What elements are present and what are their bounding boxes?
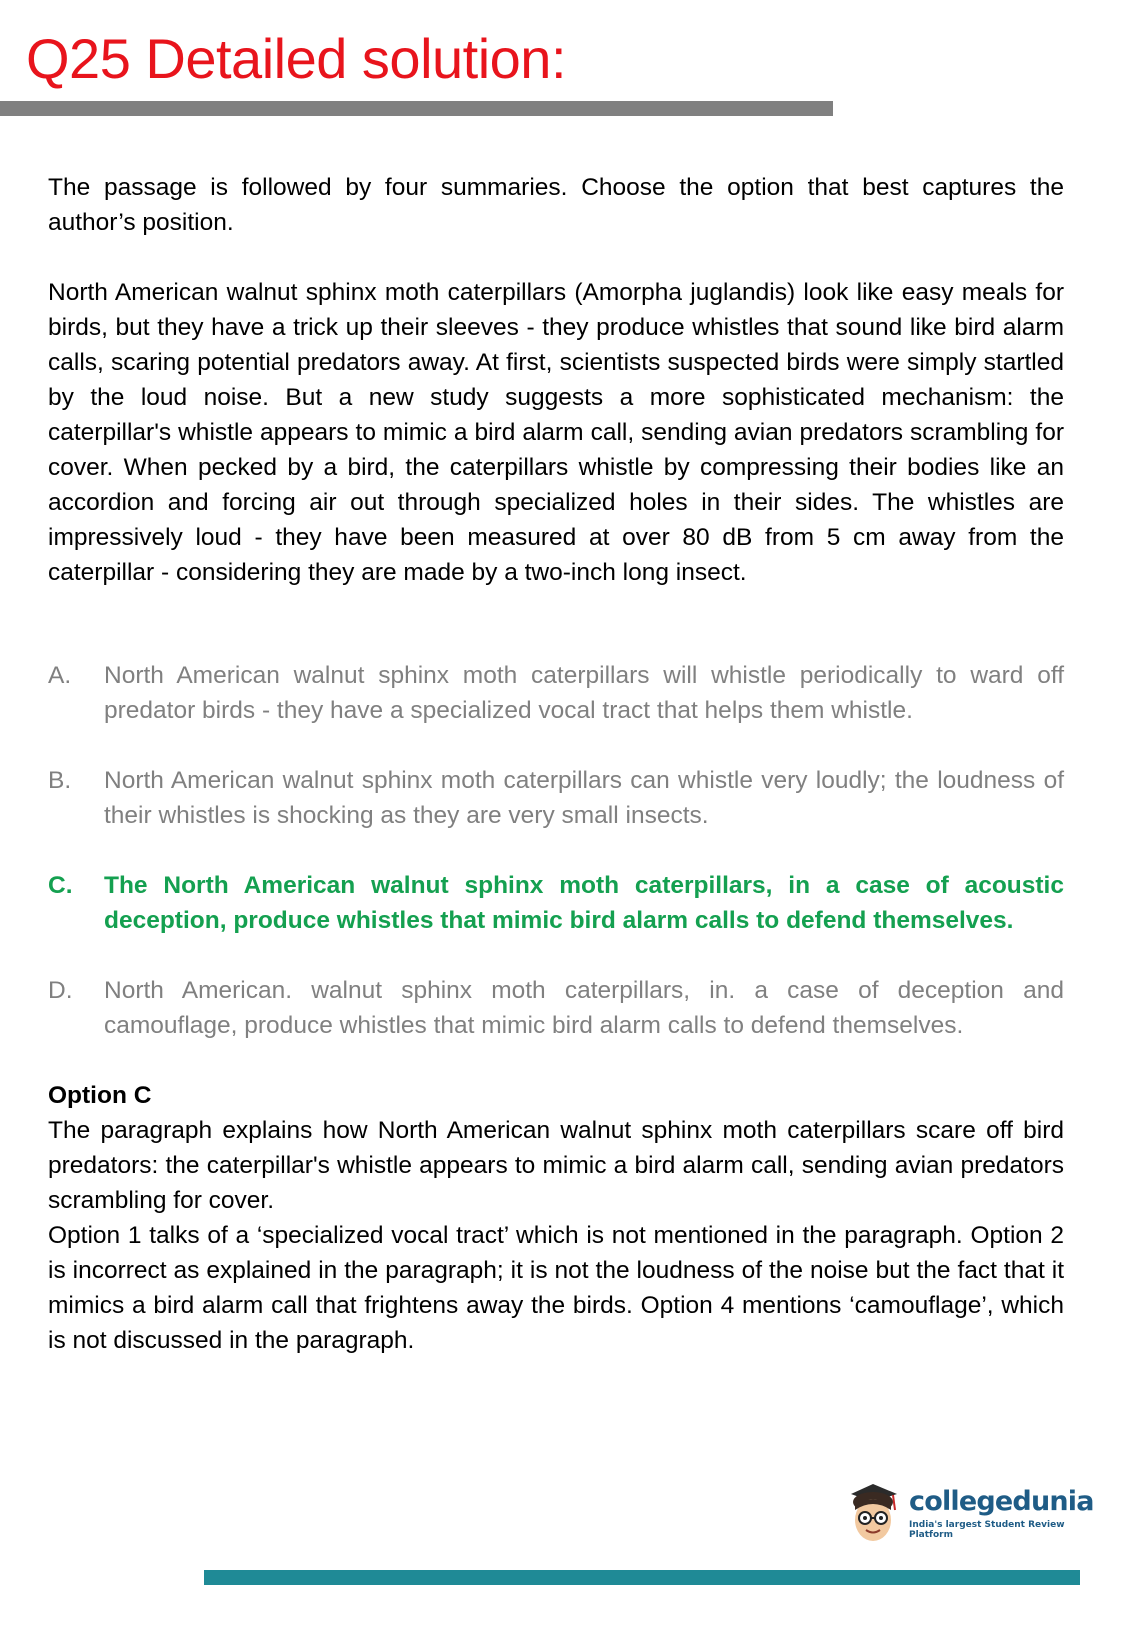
logo-name: collegedunia <box>909 1485 1094 1517</box>
page-title: Q25 Detailed solution: <box>26 27 567 90</box>
explanation-paragraph-1: The paragraph explains how North American walnut sphinx moth caterpillars scare off bird predators: the caterpillar's whistle appears to mimic a bird alarm call, sending avian predators scrambling for cover. <box>48 1117 1064 1214</box>
footer-bar <box>204 1570 1080 1585</box>
option-letter: D. <box>48 977 73 1004</box>
option-text: North American walnut sphinx moth caterpillars can whistle very loudly; the loudness of their whistles is shocking as they are very small insects. <box>104 767 1064 829</box>
option-text: North American walnut sphinx moth caterpillars will whistle periodically to ward off predator birds - they have a specialized vocal tract that helps them whistle. <box>104 662 1064 724</box>
option-b <box>48 763 1064 833</box>
option-text: The North American walnut sphinx moth caterpillars, in a case of acoustic deception, produce whistles that mimic bird alarm calls to defend themselves. <box>104 872 1064 934</box>
option-text: North American. walnut sphinx moth caterpillars, in. a case of deception and camouflage, produce whistles that mimic bird alarm calls to defend themselves. <box>104 977 1064 1039</box>
answer-label: Option C <box>48 1082 152 1109</box>
title-underline-bar <box>0 101 833 116</box>
question-intro: The passage is followed by four summaries. Choose the option that best captures the author’s position. <box>48 174 1064 236</box>
passage-text: North American walnut sphinx moth caterpillars (Amorpha juglandis) look like easy meals for birds, but they have a trick up their sleeves - they produce whistles that sound like bird alarm calls, scaring potential predators away. At first, scientists suspected birds were simply startled by the loud noise. But a new study suggests a more sophisticated mechanism: the caterpillar's whistle appears to mimic a bird alarm call, sending avian predators scrambling for cover. When pecked by a bird, the caterpillars whistle by compressing their bodies like an accordion and forcing air out through specialized holes in their sides. The whistles are impressively loud - they have been measured at over 80 dB from 5 cm away from the caterpillar - considering they are made by a two-inch long insect. <box>48 279 1064 586</box>
solution-content <box>48 170 1064 1358</box>
option-letter: A. <box>48 662 72 689</box>
option-a <box>48 658 1064 728</box>
option-letter: C. <box>48 872 73 899</box>
option-d <box>48 973 1064 1043</box>
collegedunia-logo <box>843 1478 1094 1548</box>
mascot-face-icon <box>843 1480 903 1546</box>
option-c-correct <box>48 868 1064 938</box>
explanation-paragraph-2: Option 1 talks of a ‘specialized vocal tract’ which is not mentioned in the paragraph. Option 2 is incorrect as explained in the paragraph; it is not the loudness of the noise but the fact that it mimics a bird alarm call that frightens away the birds. Option 4 mentions ‘camouflage’, which is not discussed in the paragraph. <box>48 1222 1064 1354</box>
logo-tagline: India's largest Student Review Platform <box>909 1519 1065 1540</box>
option-letter: B. <box>48 767 72 794</box>
